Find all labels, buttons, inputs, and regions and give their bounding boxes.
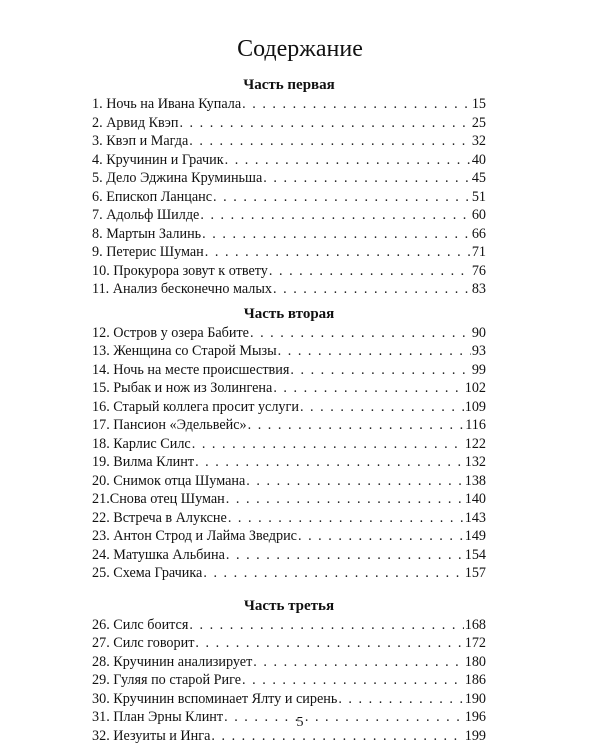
dot-leader <box>300 398 464 417</box>
chapter-page-number: 143 <box>464 509 486 526</box>
dot-leader <box>203 564 463 583</box>
toc-entry <box>92 453 486 472</box>
chapter-title: 17. Пансион «Эдельвейс» <box>92 417 247 433</box>
chapter-page-number: 199 <box>464 727 486 744</box>
dot-leader <box>298 527 464 546</box>
dot-leader <box>189 616 463 635</box>
part-heading: Часть вторая <box>243 305 335 322</box>
chapter-title: 5. Дело Эджина Круминьша <box>92 170 263 186</box>
chapter-title: 12. Остров у озера Бабите <box>92 324 249 341</box>
chapter-page-number: 76 <box>471 262 486 279</box>
dot-leader <box>226 490 464 509</box>
chapter-page-number: 196 <box>464 709 486 725</box>
chapter-page-number: 15 <box>471 96 486 112</box>
chapter-title: 19. Вилма Клинт <box>92 454 195 470</box>
toc-entry <box>92 564 486 583</box>
dot-leader <box>278 342 471 361</box>
toc-entry <box>92 379 486 398</box>
dot-leader <box>225 151 471 170</box>
chapter-title: 1. Ночь на Ивана Купала <box>92 96 242 112</box>
chapter-title: 10. Прокурора зовут к ответу <box>92 262 268 279</box>
toc-entry <box>92 398 486 417</box>
dot-leader <box>273 379 463 398</box>
dot-leader <box>290 361 470 380</box>
chapter-page-number: 149 <box>464 528 486 544</box>
chapter-title: 26. Силс боится <box>92 616 189 633</box>
chapter-title: 2. Арвид Квэп <box>92 114 179 131</box>
chapter-page-number: 157 <box>464 565 486 581</box>
toc-entry <box>92 225 486 244</box>
chapter-title: 28. Кручинин анализирует <box>92 653 253 670</box>
table-of-contents <box>92 76 486 745</box>
chapter-page-number: 71 <box>471 244 486 260</box>
part-heading: Часть первая <box>243 77 335 93</box>
chapter-page-number: 102 <box>464 380 486 396</box>
chapter-page-number: 51 <box>471 188 486 205</box>
toc-entry <box>92 527 486 546</box>
toc-entry <box>92 634 486 653</box>
chapter-page-number: 66 <box>471 225 486 242</box>
page-title: Содержание <box>237 36 363 62</box>
chapter-title: 24. Матушка Альбина <box>92 546 225 563</box>
dot-leader <box>192 435 464 454</box>
chapter-title: 23. Антон Строд и Лайма Зведрис <box>92 528 297 544</box>
toc-entry <box>92 361 486 380</box>
chapter-title: 16. Старый коллега просит услуги <box>92 398 299 415</box>
toc-entry <box>92 342 486 361</box>
chapter-title: 32. Иезуиты и Инга <box>92 727 211 744</box>
chapter-title: 31. План Эрны Клинт <box>92 709 224 725</box>
dot-leader <box>338 690 463 709</box>
toc-entry <box>92 653 486 672</box>
chapter-page-number: 40 <box>471 151 486 168</box>
toc-entry <box>92 132 486 151</box>
toc-entry <box>92 280 486 299</box>
dot-leader <box>179 114 470 133</box>
dot-leader <box>213 188 471 207</box>
toc-entry <box>92 95 486 114</box>
dot-leader <box>242 671 464 690</box>
dot-leader <box>226 546 464 565</box>
chapter-page-number: 190 <box>464 690 486 707</box>
dot-leader <box>195 634 463 653</box>
chapter-title: 18. Карлис Силс <box>92 435 191 452</box>
chapter-page-number: 99 <box>471 361 486 378</box>
dot-leader <box>269 262 471 281</box>
chapter-page-number: 60 <box>471 207 486 223</box>
chapter-title: 20. Снимок отца Шумана <box>92 472 246 489</box>
chapter-title: 8. Мартын Залинь <box>92 225 202 242</box>
chapter-page-number: 180 <box>464 653 486 670</box>
toc-entry <box>92 435 486 454</box>
toc-entry <box>92 546 486 565</box>
chapter-page-number: 90 <box>471 324 486 341</box>
dot-leader <box>195 453 464 472</box>
chapter-title: 25. Схема Грачика <box>92 565 203 581</box>
chapter-page-number: 168 <box>464 616 486 633</box>
toc-entry <box>92 472 486 491</box>
dot-leader <box>248 416 465 435</box>
toc-entry <box>92 416 486 435</box>
dot-leader <box>250 324 471 343</box>
dot-leader <box>242 95 471 114</box>
chapter-title: 9. Петерис Шуман <box>92 244 204 260</box>
toc-entry <box>92 151 486 170</box>
chapter-title: 4. Кручинин и Грачик <box>92 151 224 168</box>
toc-part-2 <box>92 305 486 583</box>
chapter-title: 27. Силс говорит <box>92 635 195 651</box>
toc-entry <box>92 324 486 343</box>
dot-leader <box>200 206 470 225</box>
chapter-title: 6. Епископ Ланцанс <box>92 188 213 205</box>
toc-entry <box>92 188 486 207</box>
chapter-page-number: 186 <box>464 672 486 688</box>
chapter-title: 21.Снова отец Шуман <box>92 491 225 507</box>
chapter-page-number: 83 <box>471 281 486 297</box>
toc-entry <box>92 206 486 225</box>
toc-entry <box>92 169 486 188</box>
chapter-page-number: 45 <box>471 170 486 186</box>
chapter-title: 22. Встреча в Алуксне <box>92 509 227 526</box>
dot-leader <box>189 132 471 151</box>
chapter-page-number: 116 <box>465 417 486 433</box>
dot-leader <box>202 225 471 244</box>
dot-leader <box>228 509 464 528</box>
chapter-title: 7. Адольф Шилде <box>92 207 200 223</box>
chapter-page-number: 140 <box>464 491 486 507</box>
chapter-page-number: 32 <box>471 133 486 149</box>
chapter-title: 13. Женщина со Старой Мызы <box>92 343 277 359</box>
toc-entry <box>92 509 486 528</box>
chapter-page-number: 93 <box>471 343 486 359</box>
toc-entry <box>92 243 486 262</box>
chapter-page-number: 154 <box>464 546 486 563</box>
dot-leader <box>263 169 471 188</box>
chapter-title: 14. Ночь на месте происшествия <box>92 361 290 378</box>
chapter-title: 11. Анализ бесконечно малых <box>92 281 272 297</box>
chapter-title: 29. Гуляя по старой Риге <box>92 672 242 688</box>
chapter-page-number: 25 <box>471 114 486 131</box>
toc-entry <box>92 114 486 133</box>
chapter-title: 30. Кручинин вспоминает Ялту и сирень <box>92 690 338 707</box>
toc-entry <box>92 690 486 709</box>
dot-leader <box>205 243 471 262</box>
chapter-page-number: 138 <box>464 472 486 489</box>
toc-entry <box>92 490 486 509</box>
dot-leader <box>246 472 463 491</box>
toc-entry <box>92 616 486 635</box>
page-number: 5 <box>296 715 304 730</box>
chapter-page-number: 109 <box>464 398 486 415</box>
part-heading: Часть третья <box>243 597 335 614</box>
dot-leader <box>253 653 463 672</box>
dot-leader <box>273 280 471 299</box>
toc-part-1 <box>92 76 486 299</box>
toc-entry <box>92 671 486 690</box>
toc-entry <box>92 262 486 281</box>
chapter-title: 3. Квэп и Магда <box>92 133 189 149</box>
chapter-title: 15. Рыбак и нож из Золингена <box>92 380 273 396</box>
chapter-page-number: 172 <box>464 635 486 651</box>
chapter-page-number: 122 <box>464 435 486 452</box>
chapter-page-number: 132 <box>464 454 486 470</box>
